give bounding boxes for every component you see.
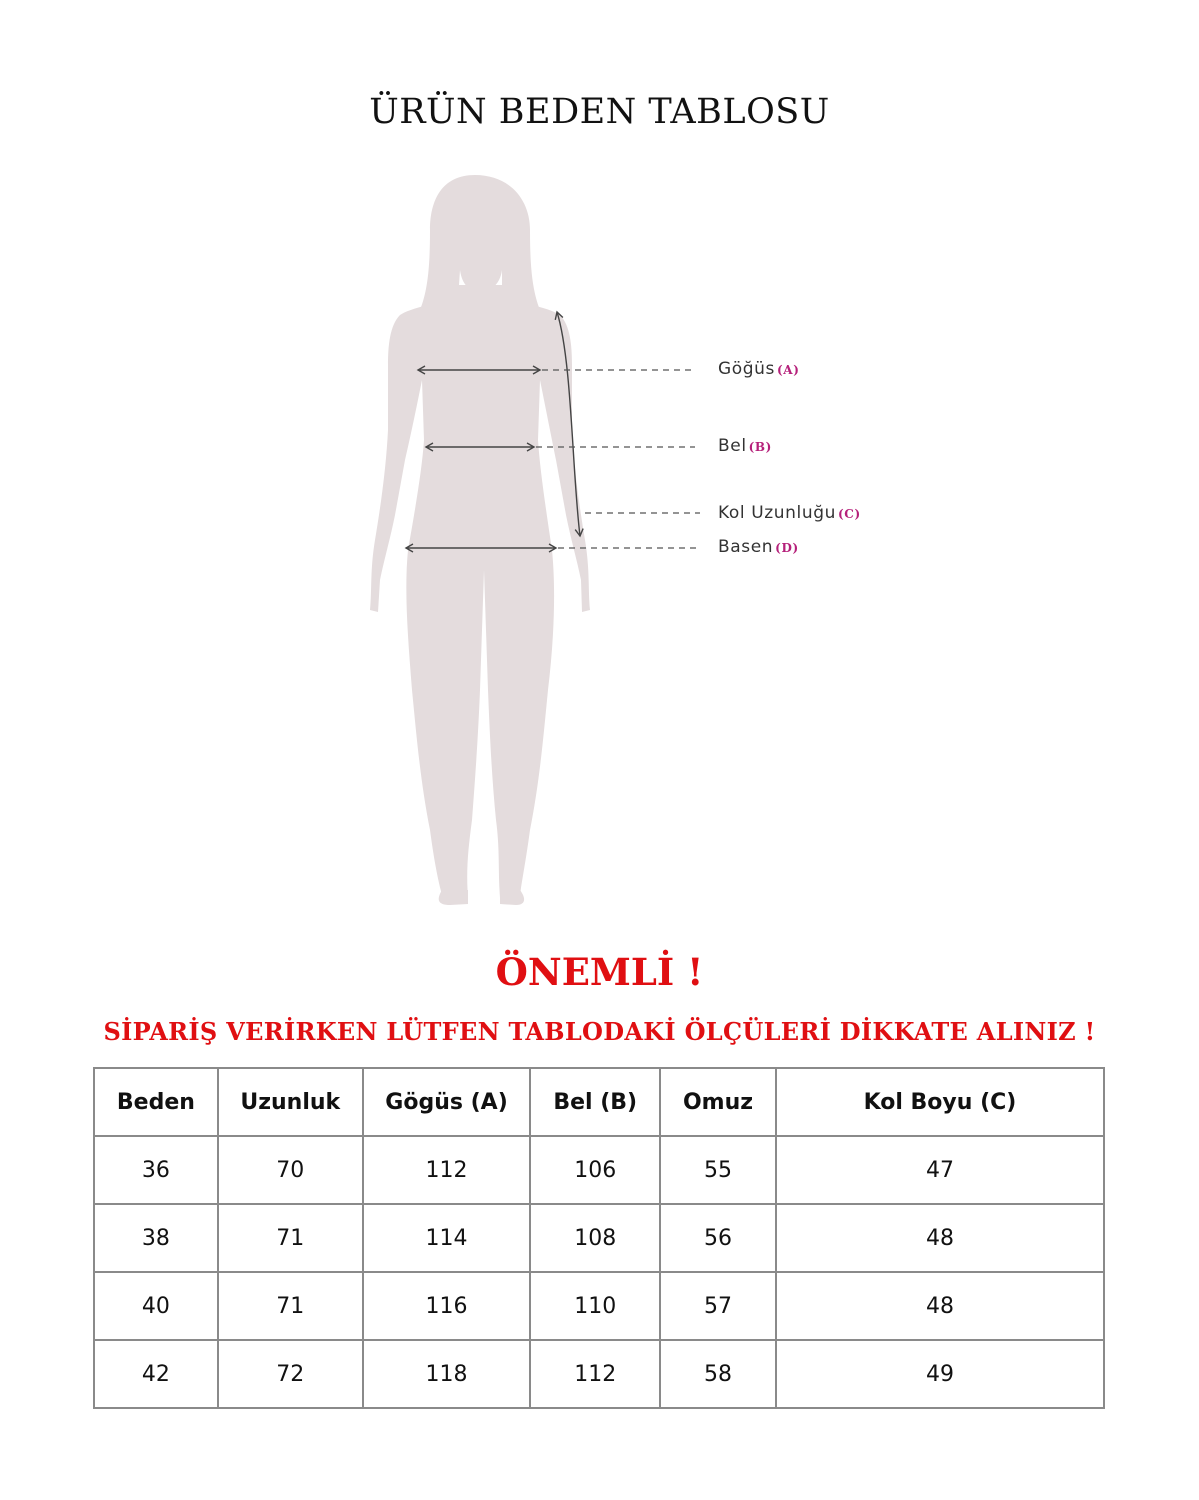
warning-text: SİPARİŞ VERİRKEN LÜTFEN TABLODAKİ ÖLÇÜLERİ DİKKATE ALINIZ ! bbox=[103, 1017, 1096, 1046]
table-cell: 70 bbox=[218, 1136, 363, 1204]
table-row bbox=[94, 1204, 1104, 1272]
column-header: Beden bbox=[94, 1068, 218, 1136]
table-cell: 57 bbox=[660, 1272, 776, 1340]
table-cell: 56 bbox=[660, 1204, 776, 1272]
table-cell: 118 bbox=[363, 1340, 531, 1408]
female-silhouette-illustration bbox=[350, 170, 910, 910]
table-cell: 47 bbox=[776, 1136, 1104, 1204]
table-cell: 36 bbox=[94, 1136, 218, 1204]
measurement-label-hip: Basen (D) bbox=[718, 537, 799, 557]
column-header: Uzunluk bbox=[218, 1068, 363, 1136]
table-cell: 48 bbox=[776, 1272, 1104, 1340]
page-title: ÜRÜN BEDEN TABLOSU bbox=[369, 92, 830, 132]
table-cell: 40 bbox=[94, 1272, 218, 1340]
table-cell: 55 bbox=[660, 1136, 776, 1204]
measurement-label-chest: Göğüs (A) bbox=[718, 359, 800, 379]
column-header: Omuz bbox=[660, 1068, 776, 1136]
size-table bbox=[93, 1067, 1105, 1409]
table-cell: 71 bbox=[218, 1204, 363, 1272]
important-heading: ÖNEMLİ ! bbox=[495, 950, 704, 994]
table-cell: 112 bbox=[363, 1136, 531, 1204]
body-measurement-diagram bbox=[350, 170, 910, 910]
table-row bbox=[94, 1136, 1104, 1204]
table-cell: 112 bbox=[530, 1340, 660, 1408]
column-header: Gögüs (A) bbox=[363, 1068, 531, 1136]
table-cell: 72 bbox=[218, 1340, 363, 1408]
table-cell: 114 bbox=[363, 1204, 531, 1272]
table-cell: 58 bbox=[660, 1340, 776, 1408]
table-row bbox=[94, 1340, 1104, 1408]
table-cell: 49 bbox=[776, 1340, 1104, 1408]
table-cell: 106 bbox=[530, 1136, 660, 1204]
table-header-row bbox=[94, 1068, 1104, 1136]
column-header: Kol Boyu (C) bbox=[776, 1068, 1104, 1136]
table-cell: 71 bbox=[218, 1272, 363, 1340]
table-cell: 108 bbox=[530, 1204, 660, 1272]
measurement-label-waist: Bel (B) bbox=[718, 436, 772, 456]
measurement-label-sleeve-length: Kol Uzunluğu (C) bbox=[718, 503, 861, 523]
table-cell: 42 bbox=[94, 1340, 218, 1408]
table-row bbox=[94, 1272, 1104, 1340]
table-cell: 110 bbox=[530, 1272, 660, 1340]
table-cell: 116 bbox=[363, 1272, 531, 1340]
table-cell: 48 bbox=[776, 1204, 1104, 1272]
silhouette-body bbox=[370, 175, 590, 905]
table-cell: 38 bbox=[94, 1204, 218, 1272]
column-header: Bel (B) bbox=[530, 1068, 660, 1136]
